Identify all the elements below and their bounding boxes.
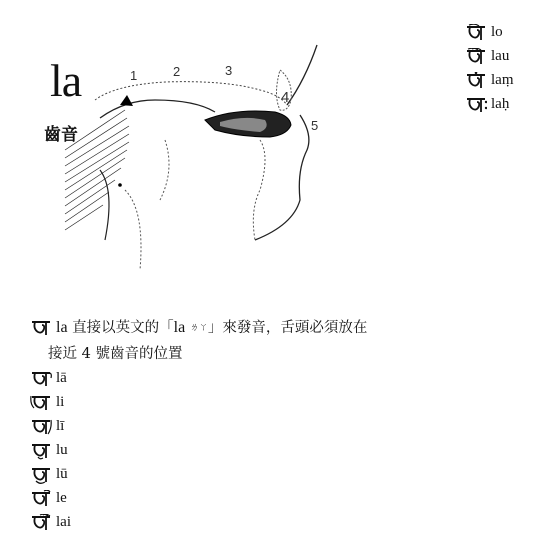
description-line-1: la 直接以英文的「la ㄌㄚ」來發音，舌頭必須放在 (30, 315, 367, 341)
list-item: laṃ (465, 68, 514, 92)
siddham-le-icon (30, 490, 52, 508)
description-line-2: 接近 4 號齒音的位置 (48, 346, 183, 362)
vowel-variant-list (30, 366, 71, 534)
category-label: 齒音 (44, 125, 78, 145)
siddham-lah-icon (465, 96, 487, 114)
side-variant-list (465, 20, 514, 116)
list-item: lā (30, 366, 71, 390)
siddham-lu-icon (30, 442, 52, 460)
list-item: lau (465, 44, 514, 68)
list-item: lī (30, 414, 71, 438)
siddham-li-long-icon (30, 418, 52, 436)
list-item: li (30, 390, 71, 414)
zone-label-4: 4 (281, 89, 290, 106)
list-item: lū (30, 462, 71, 486)
throat-hatch (65, 110, 129, 230)
zone-label-5: 5 (311, 118, 319, 133)
siddham-lai-icon (30, 514, 52, 532)
list-item: lai (30, 510, 71, 534)
epiglottis-dot (118, 183, 122, 187)
siddham-la-long-icon (30, 370, 52, 388)
pronunciation-description (30, 315, 367, 367)
lower-jaw (253, 140, 265, 240)
list-item: lo (465, 20, 514, 44)
list-item: lu (30, 438, 71, 462)
siddham-lu-long-icon (30, 466, 52, 484)
zone-label-3: 3 (225, 63, 233, 78)
siddham-lam-icon (465, 72, 487, 90)
throat-back (100, 170, 109, 240)
trachea (125, 190, 141, 270)
syllable-title: la (50, 55, 82, 106)
articulation-diagram (55, 40, 335, 270)
siddham-la-icon (30, 319, 52, 337)
siddham-lau-icon (465, 48, 487, 66)
list-item: laḥ (465, 92, 514, 116)
list-item: le (30, 486, 71, 510)
uvula (120, 95, 133, 106)
siddham-lo-icon (465, 24, 487, 42)
siddham-li-icon (30, 394, 52, 412)
zone-label-1: 1 (130, 68, 138, 83)
larynx (160, 140, 169, 200)
zone-label-2: 2 (173, 64, 181, 79)
